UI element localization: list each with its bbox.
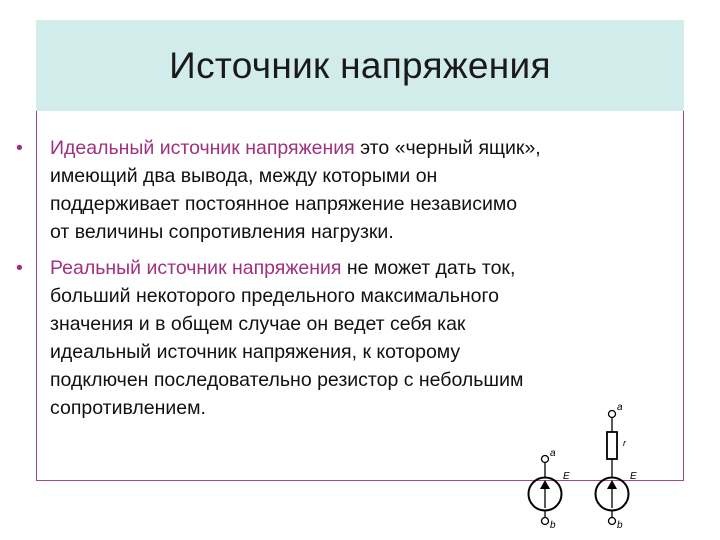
label-b: b: [617, 520, 623, 531]
slide-title: Источник напряжения: [169, 44, 551, 86]
bullet-line: от величины сопротивления нагрузки.: [50, 221, 394, 243]
term-highlight: Идеальный источник напряжения: [50, 137, 355, 159]
label-b: b: [550, 520, 556, 531]
terminal-a: [609, 411, 616, 418]
bullet-line: подключен последовательно резистор с небольшим: [50, 369, 524, 391]
bullet-marker: •: [16, 137, 23, 159]
bullet-marker: •: [16, 257, 23, 279]
real-source-circuit: [596, 402, 638, 531]
label-a: a: [617, 402, 623, 413]
label-E: E: [630, 471, 637, 482]
resistor-symbol: [607, 432, 617, 459]
bullet-line: имеющий два вывода, между которыми он: [50, 165, 438, 187]
label-E: E: [563, 471, 570, 482]
bullet-text: не может дать ток,: [341, 257, 516, 279]
terminal-b: [609, 518, 616, 525]
bullet-line: идеальный источник напряжения, к которому: [50, 341, 461, 363]
ideal-source-circuit: [529, 448, 571, 531]
bullet-line: значения и в общем случае он ведет себя как: [50, 313, 466, 335]
bullet-line: поддерживает постоянное напряжение независимо: [50, 193, 518, 215]
bullet-text: это «черный ящик»,: [354, 137, 541, 159]
terminal-a: [542, 456, 549, 463]
terminal-b: [542, 518, 549, 525]
bullet-line: больший некоторого предельного максимального: [50, 285, 500, 307]
label-r: r: [623, 438, 626, 448]
label-a: a: [550, 448, 556, 459]
bullet-line: сопротивлением.: [50, 397, 206, 419]
term-highlight: Реальный источник напряжения: [50, 257, 342, 279]
